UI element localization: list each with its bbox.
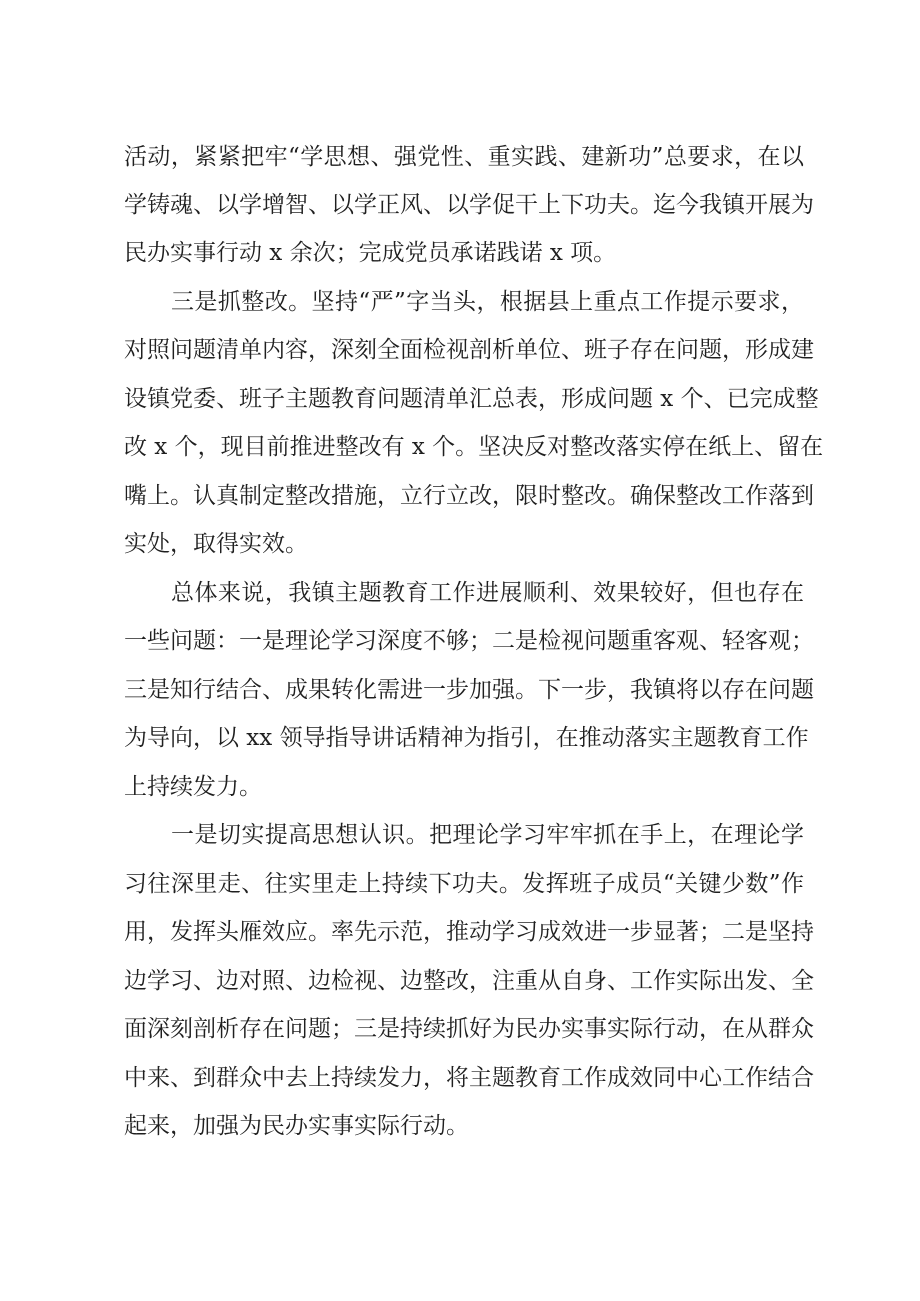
paragraph-2-line-6: 实处，取得实效。 <box>124 531 308 557</box>
paragraph-4-line-7: 起来，加强为民办实事实际行动。 <box>124 1113 469 1139</box>
paragraph-3-line-3: 三是知行结合、成果转化需进一步加强。下一步，我镇将以存在问题 <box>124 677 814 703</box>
paragraph-2-line-4: 改 x 个，现目前推进整改有 x 个。坚决反对整改落实停在纸上、留在 <box>124 434 824 460</box>
paragraph-1-line-2: 学铸魂、以学增智、以学正风、以学促干上下功夫。迄今我镇开展为 <box>124 192 814 218</box>
paragraph-4-line-3: 用，发挥头雁效应。率先示范，推动学习成效进一步显著；二是坚持 <box>124 919 814 945</box>
paragraph-2-line-1: 三是抓整改。坚持“严”字当头，根据县上重点工作提示要求， <box>171 289 804 315</box>
paragraph-4-line-2: 习往深里走、往实里走上持续下功夫。发挥班子成员“关键少数”作 <box>124 871 804 897</box>
paragraph-3-line-1: 总体来说，我镇主题教育工作进展顺利、效果较好，但也存在 <box>171 580 804 606</box>
paragraph-3-line-5: 上持续发力。 <box>124 774 262 800</box>
paragraph-1-line-1: 活动，紧紧把牢“学思想、强党性、重实践、建新功”总要求，在以 <box>124 144 804 170</box>
paragraph-4-line-1: 一是切实提高思想认识。把理论学习牢牢抓在手上，在理论学 <box>171 822 804 848</box>
paragraph-4-line-5: 面深刻剖析存在问题；三是持续抓好为民办实事实际行动，在从群众 <box>124 1016 814 1042</box>
paragraph-4-line-4: 边学习、边对照、边检视、边整改，注重从自身、工作实际出发、全 <box>124 968 814 994</box>
paragraph-3-line-4: 为导向，以 xx 领导指导讲话精神为指引，在推动落实主题教育工作 <box>124 725 809 751</box>
paragraph-2-line-2: 对照问题清单内容，深刻全面检视剖析单位、班子存在问题，形成建 <box>124 337 814 363</box>
paragraph-1-line-3: 民办实事行动 x 余次；完成党员承诺践诺 x 项。 <box>124 240 617 266</box>
paragraph-2-line-3: 设镇党委、班子主题教育问题清单汇总表，形成问题 x 个、已完成整 <box>124 386 819 412</box>
paragraph-2-line-5: 嘴上。认真制定整改措施，立行立改，限时整改。确保整改工作落到 <box>124 483 814 509</box>
paragraph-4-line-6: 中来、到群众中去上持续发力，将主题教育工作成效同中心工作结合 <box>124 1065 814 1091</box>
paragraph-3-line-2: 一些问题：一是理论学习深度不够；二是检视问题重客观、轻客观； <box>124 628 814 654</box>
